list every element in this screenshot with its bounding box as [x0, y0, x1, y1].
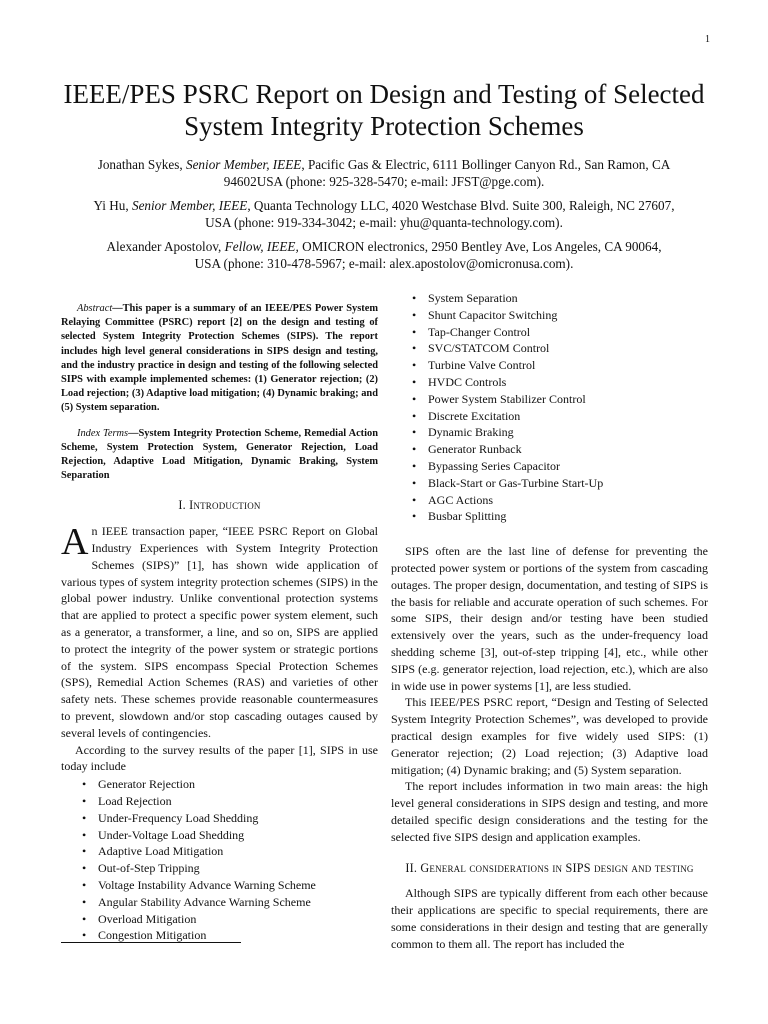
author-details: OMICRON electronics, 2950 Bentley Ave, Los Angeles, CA 90064, USA (phone: 310-478-5967; e-mail: alex.apostolov@omicronusa.com).: [194, 239, 662, 271]
drop-cap: A: [61, 521, 89, 564]
author-affiliation-2: [92, 198, 676, 232]
author-affiliation-1: [92, 157, 676, 191]
sips-list-right: [391, 290, 708, 525]
right-column: [391, 290, 708, 952]
author-details: , Quanta Technology LLC, 4020 Westchase Blvd. Suite 300, Raleigh, NC 27607, USA (phone: 919-334-3042; e-mail: yhu@quanta-technology.com).: [205, 198, 675, 230]
list-item: • Shunt Capacitor Switching: [412, 307, 708, 324]
abstract-text: —This paper is a summary of an IEEE/PES Power System Relaying Committee (PSRC) report [2] on the design and testing of selected System Integrity Protection Schemes (SIPS). The report includes high level general considerations in SIPS design and testing, and the industry practice in design and testing of the following selected SIPS with example implemented schemes: (1) Generator rejection; (2) Load rejection; (3) Adaptive load mitigation; (4) Dynamic braking; and (5) System separation.: [61, 303, 378, 414]
list-item: • Black-Start or Gas-Turbine Start-Up: [412, 475, 708, 492]
list-item: • Busbar Splitting: [412, 508, 708, 525]
sips-list-left: [61, 776, 378, 944]
list-item: • Overload Mitigation: [82, 911, 378, 928]
index-terms-label: Index Terms: [77, 427, 129, 439]
author-affiliation-3: [92, 239, 676, 273]
list-item: • Dynamic Braking: [412, 424, 708, 441]
page-number: 1: [705, 34, 710, 45]
list-item: • Generator Runback: [412, 441, 708, 458]
footnote-rule: [61, 942, 241, 943]
list-item: • Under-Voltage Load Shedding: [82, 827, 378, 844]
list-item: • HVDC Controls: [412, 374, 708, 391]
paper-title: IEEE/PES PSRC Report on Design and Testing of Selected System Integrity Protection Schemes: [63, 79, 705, 141]
intro-paragraph-3: SIPS often are the last line of defense for preventing the protected power system or portions of the system from cascading outages. The proper design, documentation, and testing of SIPS is the basis for reliable and accurate operation of such schemes. For some SIPS, their design and/or testing have been studied extensively over the years, such as the under-frequency load shedding scheme [3], out-of-step tripping [4], etc., while other SIPS (e.g. generator rejection, load rejection, etc.), which are also in wide use in power systems [1], are less studied.: [391, 544, 708, 693]
author-name: Jonathan Sykes,: [97, 157, 186, 172]
list-item: • Load Rejection: [82, 793, 378, 810]
intro-paragraph-4: This IEEE/PES PSRC report, “Design and Testing of Selected System Integrity Protection Schemes”, was developed to provide practical design examples for five widely used SIPS: (1) Generator rejection; (2) Load rejection; (3) Adaptive load mitigation; (4) Dynamic braking; and (5) System separation.: [391, 695, 708, 777]
list-item: • Turbine Valve Control: [412, 357, 708, 374]
intro-paragraph-2: According to the survey results of the paper [1], SIPS in use today include: [61, 742, 378, 774]
list-item: • Generator Rejection: [82, 776, 378, 793]
author-name: Alexander Apostolov,: [106, 239, 225, 254]
list-item: • Under-Frequency Load Shedding: [82, 810, 378, 827]
author-name: Yi Hu,: [93, 198, 132, 213]
section-heading-introduction: I. Introduction: [178, 498, 261, 513]
list-item: • Angular Stability Advance Warning Scheme: [82, 894, 378, 911]
index-terms: [61, 427, 378, 484]
author-grade: Senior Member, IEEE: [131, 198, 248, 213]
list-item: • Power System Stabilizer Control: [412, 391, 708, 408]
left-column: [61, 290, 378, 944]
abstract: [61, 302, 378, 416]
index-terms-text: —System Integrity Protection Scheme, Remedial Action Scheme, System Protection System, Generator Rejection, Load Rejection, Adaptive Load Mitigation, Dynamic Braking, System Separation: [61, 427, 379, 482]
section-heading-general-considerations: II. General considerations in SIPS design and testing: [405, 860, 694, 875]
author-details: , Pacific Gas & Electric, 6111 Bollinger Canyon Rd., San Ramon, CA 94602USA (phone: 925-328-5470; e-mail: JFST@pge.com).: [223, 157, 671, 189]
intro-paragraph-5: The report includes information in two main areas: the high level general considerations in SIPS design and testing, and more detailed specific design considerations and the testing for the selected five SIPS design and application examples.: [391, 779, 708, 844]
list-item: • Tap-Changer Control: [412, 324, 708, 341]
author-grade: Senior Member, IEEE: [185, 157, 302, 172]
list-item: • SVC/STATCOM Control: [412, 340, 708, 357]
list-item: • Out-of-Step Tripping: [82, 860, 378, 877]
list-item: • Bypassing Series Capacitor: [412, 458, 708, 475]
list-item: • Adaptive Load Mitigation: [82, 843, 378, 860]
author-grade: Fellow, IEEE,: [224, 239, 299, 254]
intro-paragraph-1: [61, 523, 378, 741]
list-item: • Congestion Mitigation: [82, 927, 378, 944]
section2-paragraph-1: Although SIPS are typically different from each other because their applications are specific to special requirements, there are some considerations in their design and testing that are generally common to them all. The report has included the: [391, 886, 708, 951]
list-item: • Discrete Excitation: [412, 408, 708, 425]
abstract-label: Abstract: [77, 303, 113, 314]
list-item: • AGC Actions: [412, 492, 708, 509]
list-item: • System Separation: [412, 290, 708, 307]
list-item: • Voltage Instability Advance Warning Scheme: [82, 877, 378, 894]
intro-paragraph-1-text: n IEEE transaction paper, “IEEE PSRC Report on Global Industry Experiences with System Integrity Protection Schemes (SIPS)” [1], has shown wide application of various types of system integrity protection schemes (SIPS) in the global power industry. Unlike conventional protection systems that are applied to protect a specific power system element, such as a generator, a transformer, a line, and so on, SIPS are applied to protect the integrity of the power system or strategic portions of the system. SIPS encompass Special Protection Schemes (SPS), Remedial Action Schemes (RAS) and varieties of other safety nets. These schemes provide reasonable countermeasures to prevent, slowdown and/or stop cascading outages caused by several levels of contingencies.: [61, 524, 378, 740]
